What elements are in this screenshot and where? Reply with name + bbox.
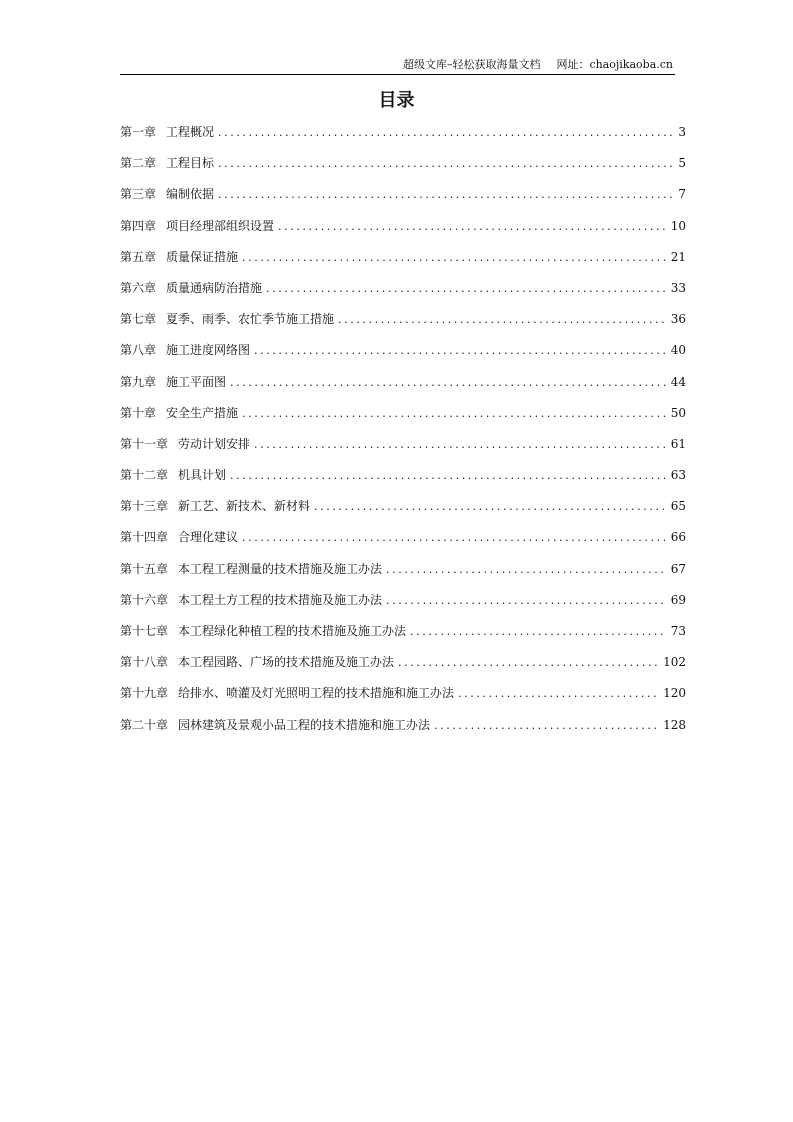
toc-entry-title: 安全生产措施 <box>166 405 239 420</box>
toc-entry[interactable] <box>120 434 686 465</box>
toc-page-number: 36 <box>670 312 686 327</box>
header-site-text: 超级文库–轻松获取海量文档 <box>402 58 541 71</box>
toc-dot-leader <box>398 653 659 673</box>
toc-dot-leader <box>254 341 667 361</box>
toc-page-number: 5 <box>678 156 686 171</box>
toc-chapter-number: 第十五章 <box>120 561 169 576</box>
toc-chapter-number: 第十九章 <box>120 686 169 701</box>
toc-dot-leader <box>242 404 667 424</box>
toc-chapter-number: 第十章 <box>120 405 157 420</box>
toc-entry-title: 项目经理部组织设置 <box>166 218 275 233</box>
toc-page-number: 7 <box>678 187 686 202</box>
page-header <box>120 56 673 74</box>
toc-dot-leader <box>386 560 667 580</box>
toc-dot-leader <box>410 622 667 642</box>
toc-entry-title: 劳动计划安排 <box>178 436 251 451</box>
toc-entry[interactable] <box>120 590 686 621</box>
toc-chapter-number: 第十一章 <box>120 436 169 451</box>
toc-chapter-number: 第三章 <box>120 187 157 202</box>
toc-page-number: 50 <box>670 405 686 420</box>
toc-page-number: 67 <box>670 561 686 576</box>
toc-page-number: 63 <box>670 468 686 483</box>
toc-chapter-number: 第二十章 <box>120 717 169 732</box>
toc-entry-title: 施工进度网络图 <box>166 343 251 358</box>
toc-chapter-number: 第十三章 <box>120 499 169 514</box>
toc-entry-title: 质量通病防治措施 <box>166 280 263 295</box>
toc-entry[interactable] <box>120 465 686 496</box>
toc-entry-title: 本工程绿化种植工程的技术措施及施工办法 <box>178 624 407 638</box>
toc-chapter-number: 第十七章 <box>120 624 169 638</box>
toc-chapter-number: 第十二章 <box>120 468 169 483</box>
toc-dot-leader <box>218 154 674 174</box>
toc-entry-title: 编制依据 <box>166 187 215 202</box>
toc-chapter-number: 第十六章 <box>120 592 169 607</box>
toc-entry[interactable] <box>120 652 686 683</box>
toc-entry[interactable] <box>120 403 686 434</box>
toc-dot-leader <box>278 217 667 237</box>
toc-entry[interactable] <box>120 216 686 247</box>
toc-entry-title: 质量保证措施 <box>166 249 239 264</box>
toc-entry-title: 机具计划 <box>178 468 227 483</box>
toc-entry-title: 施工平面图 <box>166 374 227 389</box>
toc-page-number: 33 <box>670 280 686 295</box>
toc-dot-leader <box>266 279 667 299</box>
toc-dot-leader <box>314 497 667 517</box>
toc-dot-leader <box>338 310 667 330</box>
toc-page-number: 21 <box>670 249 686 264</box>
toc-chapter-number: 第十八章 <box>120 655 169 670</box>
toc-page-number: 44 <box>670 374 686 389</box>
toc-page-number: 128 <box>663 717 686 732</box>
toc-entry[interactable] <box>120 122 686 153</box>
toc-entry[interactable] <box>120 372 686 403</box>
toc-dot-leader <box>458 684 659 704</box>
toc-entry[interactable] <box>120 621 686 652</box>
toc-entry-title: 夏季、雨季、农忙季节施工措施 <box>166 312 335 327</box>
toc-page-number: 40 <box>670 343 686 358</box>
toc-entry-title: 本工程园路、广场的技术措施及施工办法 <box>178 655 395 670</box>
toc-entry[interactable] <box>120 715 686 746</box>
toc-entry[interactable] <box>120 340 686 371</box>
toc-entry[interactable] <box>120 153 686 184</box>
toc-dot-leader <box>242 528 667 548</box>
toc-entry-title: 园林建筑及景观小品工程的技术措施和施工办法 <box>178 717 431 732</box>
toc-entry-title: 合理化建议 <box>178 530 239 545</box>
toc-dot-leader <box>386 591 667 611</box>
toc-entry[interactable] <box>120 527 686 558</box>
toc-dot-leader <box>434 716 659 736</box>
toc-entry[interactable] <box>120 683 686 714</box>
toc-entry[interactable] <box>120 496 686 527</box>
toc-dot-leader <box>218 123 674 143</box>
toc-chapter-number: 第二章 <box>120 156 157 171</box>
toc-chapter-number: 第九章 <box>120 374 157 389</box>
toc-page-number: 10 <box>670 218 686 233</box>
toc-page-number: 73 <box>670 624 686 638</box>
toc-entry-title: 本工程土方工程的技术措施及施工办法 <box>178 592 383 607</box>
toc-entry[interactable] <box>120 309 686 340</box>
toc-entry[interactable] <box>120 184 686 215</box>
toc-page-number: 102 <box>663 655 686 670</box>
toc-chapter-number: 第十四章 <box>120 530 169 545</box>
toc-page-number: 69 <box>670 592 686 607</box>
toc-dot-leader <box>230 466 667 486</box>
toc-page-number: 3 <box>678 125 686 139</box>
toc-chapter-number: 第五章 <box>120 249 157 264</box>
header-url-text: 网址：chaojikaoba.cn <box>556 58 673 71</box>
toc-chapter-number: 第七章 <box>120 312 157 327</box>
toc-dot-leader <box>218 185 674 205</box>
toc-entry-title: 本工程工程测量的技术措施及施工办法 <box>178 561 383 576</box>
toc-chapter-number: 第四章 <box>120 218 157 233</box>
toc-chapter-number: 第八章 <box>120 343 157 358</box>
toc-entry[interactable] <box>120 278 686 309</box>
table-of-contents <box>120 122 686 746</box>
toc-dot-leader <box>230 373 667 393</box>
toc-page-number: 66 <box>670 530 686 545</box>
toc-entry-title: 给排水、喷灌及灯光照明工程的技术措施和施工办法 <box>178 686 455 701</box>
toc-chapter-number: 第六章 <box>120 280 157 295</box>
toc-chapter-number: 第一章 <box>120 125 157 139</box>
toc-entry-title: 新工艺、新技术、新材料 <box>178 499 311 514</box>
page-title: 目录 <box>378 90 415 111</box>
toc-page-number: 65 <box>670 499 686 514</box>
toc-entry[interactable] <box>120 247 686 278</box>
toc-page-number: 61 <box>670 436 686 451</box>
toc-page-number: 120 <box>663 686 686 701</box>
header-divider <box>120 74 675 75</box>
toc-entry[interactable] <box>120 559 686 590</box>
toc-entry-title: 工程概况 <box>166 125 215 139</box>
toc-dot-leader <box>254 435 667 455</box>
toc-dot-leader <box>242 248 667 268</box>
toc-entry-title: 工程目标 <box>166 156 215 171</box>
